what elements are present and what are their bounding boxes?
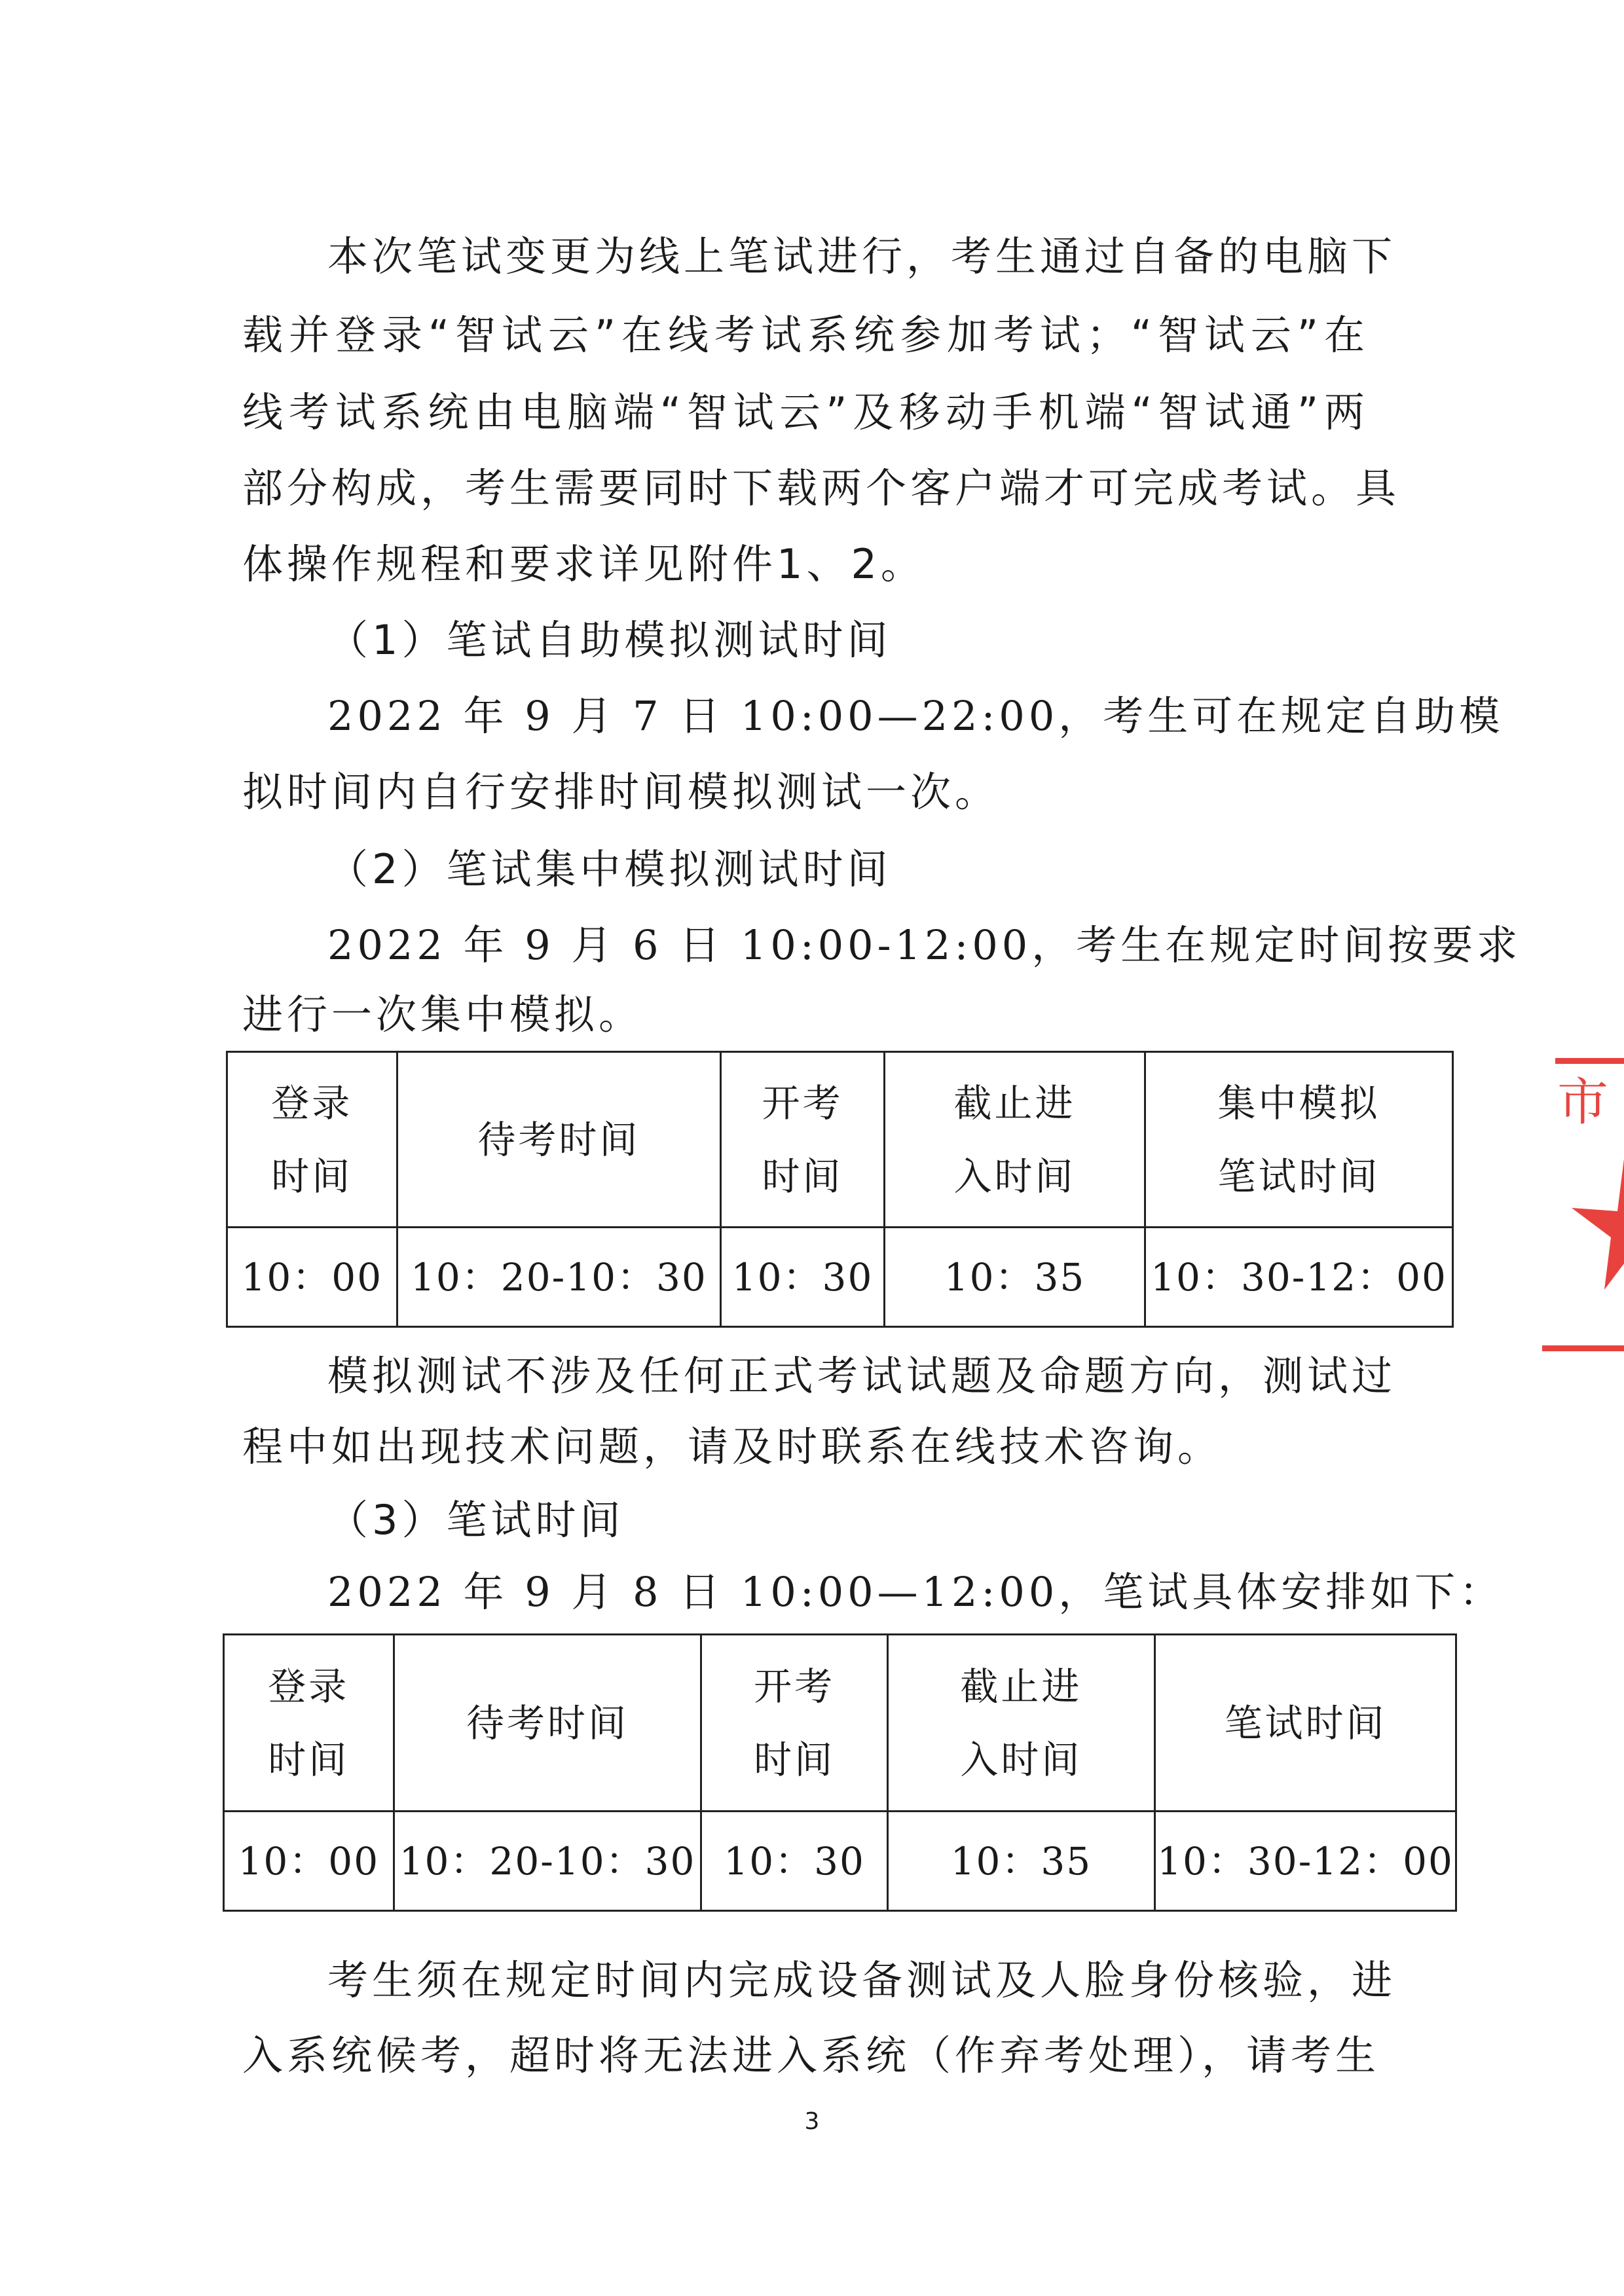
section2-line-2: 进行一次集中模拟。 xyxy=(242,991,644,1038)
cell-exam-time: 10：30-12：00 xyxy=(1155,1812,1456,1911)
mock-note-line-1: 模拟测试不涉及任何正式考试试题及命题方向，测试过 xyxy=(327,1352,1397,1400)
intro-line-5: 体操作规程和要求详见附件1、2。 xyxy=(242,540,925,588)
cell-start-time: 10：30 xyxy=(721,1228,885,1327)
section2-line-1: 2022 年 9 月 6 日 10:00-12:00，考生在规定时间按要求 xyxy=(327,921,1522,969)
intro-line-3: 线考试系统由电脑端“智试云”及移动手机端“智试通”两 xyxy=(242,388,1369,436)
header-exam-time: 笔试时间 xyxy=(1155,1635,1456,1812)
header-mock-exam-time: 集中模拟 笔试时间 xyxy=(1145,1052,1453,1228)
mock-exam-schedule-table xyxy=(226,1051,1454,1328)
header-entry-deadline: 截止进 入时间 xyxy=(884,1052,1145,1228)
section2-heading: （2）笔试集中模拟测试时间 xyxy=(327,845,892,893)
cell-login-time: 10：00 xyxy=(227,1228,397,1327)
official-seal-fragment xyxy=(1526,1048,1624,1375)
header-start-time: 开考 时间 xyxy=(721,1052,885,1228)
cell-start-time: 10：30 xyxy=(701,1812,887,1911)
section1-line-2: 拟时间内自行安排时间模拟测试一次。 xyxy=(242,768,1000,816)
header-login-time: 登录 时间 xyxy=(227,1052,397,1228)
intro-line-1: 本次笔试变更为线上笔试进行，考生通过自备的电脑下 xyxy=(327,232,1397,280)
header-login-time: 登录 时间 xyxy=(224,1635,394,1812)
cell-waiting-time: 10：20-10：30 xyxy=(397,1228,721,1327)
mock-note-line-2: 程中如出现技术问题，请及时联系在线技术咨询。 xyxy=(242,1423,1223,1470)
section1-line-1: 2022 年 9 月 7 日 10:00—22:00，考生可在规定自助模 xyxy=(327,692,1504,740)
header-waiting-time: 待考时间 xyxy=(397,1052,721,1228)
header-start-time: 开考 时间 xyxy=(701,1635,887,1812)
cell-login-time: 10：00 xyxy=(224,1812,394,1911)
page-number: 3 xyxy=(804,2108,820,2135)
exam-schedule-table xyxy=(223,1633,1457,1912)
seal-icon xyxy=(1526,1048,1624,1375)
section3-heading: （3）笔试时间 xyxy=(327,1496,625,1544)
header-entry-deadline: 截止进 入时间 xyxy=(887,1635,1154,1812)
star-icon xyxy=(1572,1159,1624,1290)
cell-entry-deadline: 10：35 xyxy=(887,1812,1154,1911)
seal-char: 市 xyxy=(1557,1073,1609,1132)
closing-line-1: 考生须在规定时间内完成设备测试及人脸身份核验，进 xyxy=(327,1956,1397,2004)
section1-heading: （1）笔试自助模拟测试时间 xyxy=(327,616,892,664)
table-header-row xyxy=(227,1052,1453,1228)
header-waiting-time: 待考时间 xyxy=(394,1635,701,1812)
table-row xyxy=(224,1812,1456,1911)
closing-line-2: 入系统候考，超时将无法进入系统（作弃考处理），请考生 xyxy=(242,2032,1380,2079)
intro-line-2: 载并登录“智试云”在线考试系统参加考试；“智试云”在 xyxy=(242,311,1369,359)
cell-entry-deadline: 10：35 xyxy=(884,1228,1145,1327)
table-row xyxy=(227,1228,1453,1327)
table-header-row xyxy=(224,1635,1456,1812)
section3-line-1: 2022 年 9 月 8 日 10:00—12:00，笔试具体安排如下： xyxy=(327,1568,1504,1616)
cell-mock-exam-time: 10：30-12：00 xyxy=(1145,1228,1453,1327)
cell-waiting-time: 10：20-10：30 xyxy=(394,1812,701,1911)
intro-line-4: 部分构成，考生需要同时下载两个客户端才可完成考试。具 xyxy=(242,464,1401,512)
